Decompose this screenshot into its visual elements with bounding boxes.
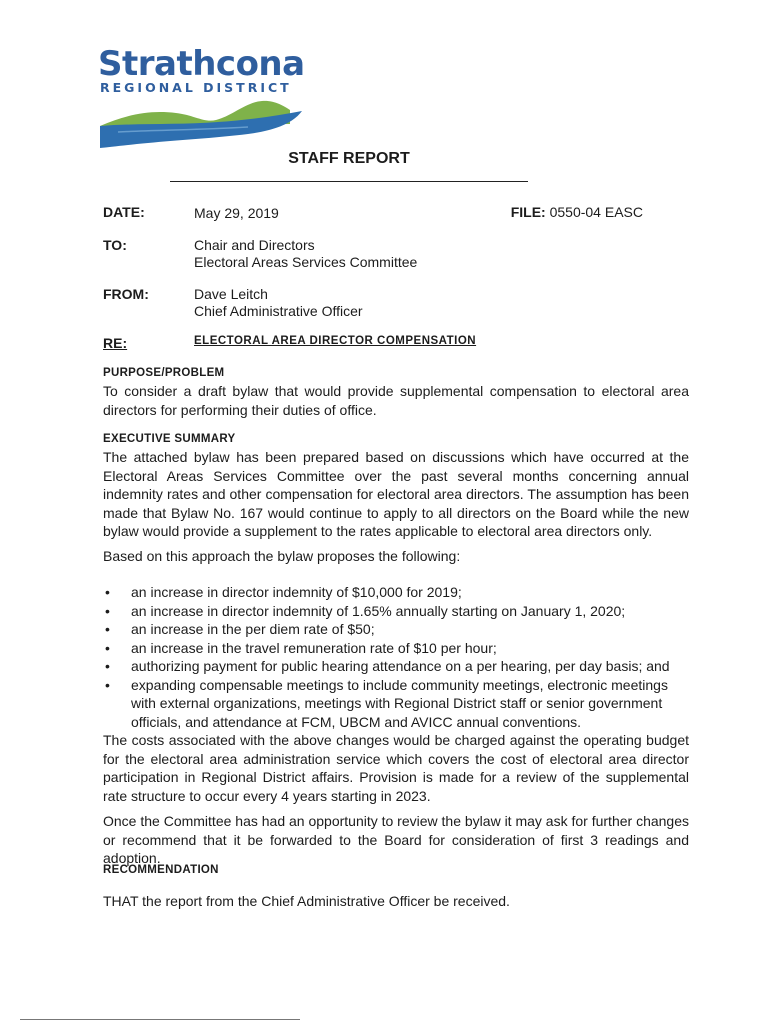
date-label: DATE: xyxy=(103,204,145,220)
from-value xyxy=(194,286,363,320)
to-line-1: Chair and Directors xyxy=(194,237,315,253)
proposal-list xyxy=(103,583,693,731)
logo-subtitle: REGIONAL DISTRICT xyxy=(100,80,292,95)
logo-name: Strathcona xyxy=(98,44,305,84)
list-item: • authorizing payment for public hearing attendance on a per hearing, per day basis; and xyxy=(103,657,693,676)
list-item: • an increase in the per diem rate of $50; xyxy=(103,620,693,639)
summary-paragraph-3: Once the Committee has had an opportunity to review the bylaw it may ask for further changes or recommend that it be forwarded to the Board for consideration of first 3 readings and adoption. xyxy=(103,813,689,866)
hills-water-icon xyxy=(98,96,304,152)
title-divider xyxy=(170,181,528,182)
file-reference xyxy=(511,204,643,220)
purpose-text: To consider a draft bylaw that would provide supplemental compensation to electoral area directors for performing their duties of office. xyxy=(103,383,689,418)
from-label: FROM: xyxy=(103,286,149,302)
recommendation-text: THAT the report from the Chief Administrative Officer be received. xyxy=(103,893,510,909)
file-label: FILE: xyxy=(510,204,546,220)
from-line-1: Dave Leitch xyxy=(194,286,268,302)
list-item: • expanding compensable meetings to include community meetings, electronic meetings with external organizations, meetings with Regional District staff or senior government officials, and attendance at FCM, UBCM and AVICC annual conventions. xyxy=(103,676,693,732)
footer-divider xyxy=(20,1019,300,1020)
re-subject: ELECTORAL AREA DIRECTOR COMPENSATION xyxy=(194,335,477,347)
list-item: • an increase in director indemnity of 1.65% annually starting on January 1, 2020; xyxy=(103,602,693,621)
summary-paragraph-2: The costs associated with the above changes would be charged against the operating budget for the electoral area administration service which covers the cost of electoral area director participation in Regional District affairs. Provision is made for a review of the supplemental rate structure to occur every 4 years starting in 2023. xyxy=(103,732,689,804)
to-line-2: Electoral Areas Services Committee xyxy=(194,254,418,270)
report-title: STAFF REPORT xyxy=(288,150,410,167)
summary-intro: Based on this approach the bylaw proposes the following: xyxy=(103,548,461,564)
recommendation-heading: RECOMMENDATION xyxy=(103,864,219,876)
date-value: May 29, 2019 xyxy=(194,205,279,221)
file-value: 0550-04 EASC xyxy=(549,204,643,220)
list-item: • an increase in director indemnity of $10,000 for 2019; xyxy=(103,583,693,602)
purpose-heading: PURPOSE/PROBLEM xyxy=(103,367,225,379)
to-label: TO: xyxy=(103,237,127,253)
strathcona-logo xyxy=(98,44,304,156)
from-line-2: Chief Administrative Officer xyxy=(194,303,363,319)
re-label: RE: xyxy=(103,335,128,351)
to-value xyxy=(194,237,417,271)
executive-summary-heading: EXECUTIVE SUMMARY xyxy=(103,433,236,445)
list-item: • an increase in the travel remuneration rate of $10 per hour; xyxy=(103,639,693,658)
summary-paragraph-1: The attached bylaw has been prepared based on discussions which have occurred at the Electoral Areas Services Committee over the past several months concerning annual indemnity rates and other compensation for electoral area directors. The assumption has been made that Bylaw No. 167 would continue to apply to all directors on the Board while the new bylaw would provide a supplement to the rates applicable to electoral area directors only. xyxy=(103,449,689,539)
